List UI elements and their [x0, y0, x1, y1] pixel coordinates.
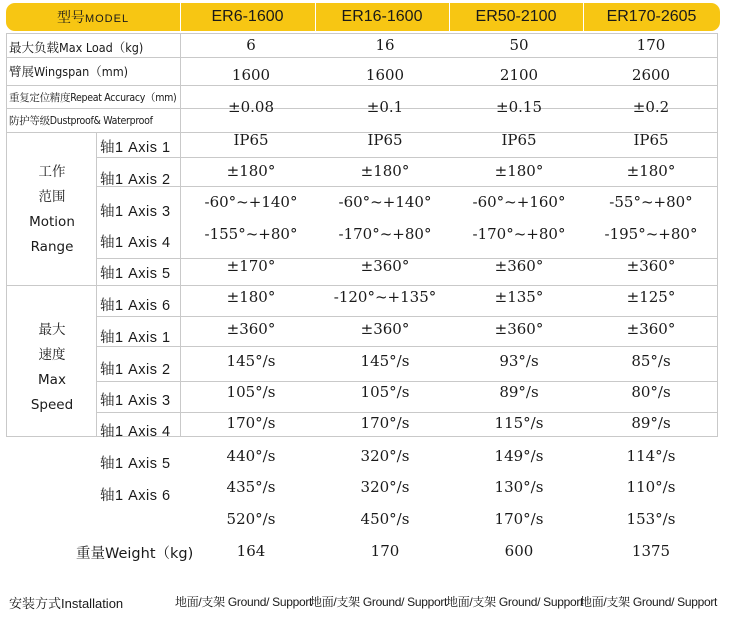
value-cell: ±180°: [360, 162, 410, 180]
axis-label: 轴1 Axis 4: [100, 424, 171, 440]
value-cell: 50: [509, 36, 529, 54]
header-model-en: MODEL: [84, 13, 130, 25]
value-cell: ±0.1: [366, 98, 404, 116]
value-cell: 85°/s: [631, 352, 671, 370]
value-cell: 149°/s: [494, 447, 544, 465]
value-cell: 170: [370, 542, 400, 560]
value-cell: ±360°: [626, 320, 676, 338]
value-cell: ±170°: [226, 257, 276, 275]
value-cell: 105°/s: [360, 383, 410, 401]
axis-label: 轴1 Axis 6: [100, 488, 171, 504]
value-cell: IP65: [233, 131, 269, 149]
value-cell: 89°/s: [631, 414, 671, 432]
row-label-wingspan: 臂展Wingspan（mm): [9, 64, 129, 79]
value-cell: IP65: [367, 131, 403, 149]
row-label-weight: 重量Weight（kg): [76, 546, 194, 562]
value-cell: 435°/s: [226, 478, 276, 496]
value-cell: ±360°: [494, 320, 544, 338]
value-cell: 2100: [499, 66, 539, 84]
value-cell: 1375: [631, 542, 671, 560]
value-cell: ±125°: [626, 288, 676, 306]
row-label-max-load: 最大负载Max Load（kg): [9, 40, 144, 55]
row-label-protection: 防护等级Dustproof& Waterproof: [9, 115, 153, 127]
axis-label: 轴1 Axis 5: [100, 456, 171, 472]
group-label-max-speed: 最大 速度 Max Speed: [30, 322, 74, 413]
value-cell: 1600: [231, 66, 271, 84]
value-cell: 110°/s: [626, 478, 676, 496]
header-model-3: ER50-2100: [475, 8, 557, 25]
value-cell: 89°/s: [499, 383, 539, 401]
group-label-motion-range: 工作 范围 Motion Range: [29, 164, 75, 255]
axis-label: 轴1 Axis 6: [100, 298, 171, 314]
value-cell: 16: [375, 36, 395, 54]
installation-value: 地面/支架 Ground/ Support: [175, 595, 313, 609]
value-cell: 170: [636, 36, 666, 54]
value-cell: 93°/s: [499, 352, 539, 370]
value-cell: 170°/s: [226, 414, 276, 432]
axis-label: 轴1 Axis 2: [100, 362, 171, 378]
value-cell: -60°~+160°: [472, 193, 566, 211]
value-cell: ±180°: [226, 162, 276, 180]
value-cell: ±180°: [226, 288, 276, 306]
value-cell: ±360°: [226, 320, 276, 338]
value-cell: -195°~+80°: [604, 225, 698, 243]
value-cell: ±180°: [626, 162, 676, 180]
header-model-4: ER170-2605: [606, 8, 697, 25]
value-cell: ±0.08: [228, 98, 274, 116]
value-cell: -60°~+140°: [204, 193, 298, 211]
value-cell: 520°/s: [226, 510, 276, 528]
axis-label: 轴1 Axis 1: [100, 330, 171, 346]
value-cell: 115°/s: [494, 414, 544, 432]
value-cell: 450°/s: [360, 510, 410, 528]
value-cell: 600: [504, 542, 534, 560]
value-cell: IP65: [501, 131, 537, 149]
value-cell: ±360°: [360, 320, 410, 338]
value-cell: 6: [246, 36, 256, 54]
value-cell: ±135°: [494, 288, 544, 306]
value-cell: ±0.2: [632, 98, 670, 116]
value-cell: ±180°: [494, 162, 544, 180]
axis-label: 轴1 Axis 5: [100, 266, 171, 282]
value-cell: -60°~+140°: [338, 193, 432, 211]
installation-value: 地面/支架 Ground/ Support: [310, 595, 448, 609]
axis-label: 轴1 Axis 2: [100, 172, 171, 188]
axis-label: 轴1 Axis 1: [100, 140, 171, 156]
header-model-1: ER6-1600: [211, 8, 284, 25]
value-cell: 170°/s: [360, 414, 410, 432]
value-cell: 80°/s: [631, 383, 671, 401]
value-cell: 440°/s: [226, 447, 276, 465]
value-cell: 130°/s: [494, 478, 544, 496]
value-cell: -170°~+80°: [472, 225, 566, 243]
value-cell: 145°/s: [360, 352, 410, 370]
header-model-cn: 型号: [56, 9, 85, 25]
value-cell: 2600: [631, 66, 671, 84]
value-cell: 105°/s: [226, 383, 276, 401]
header-model-label: [6, 3, 180, 31]
value-cell: -55°~+80°: [609, 193, 693, 211]
value-cell: -120°~+135°: [333, 288, 437, 306]
value-cell: 114°/s: [626, 447, 676, 465]
header-model-2: ER16-1600: [341, 8, 423, 25]
value-cell: 170°/s: [494, 510, 544, 528]
value-cell: 145°/s: [226, 352, 276, 370]
value-cell: 1600: [365, 66, 405, 84]
axis-label: 轴1 Axis 4: [100, 235, 171, 251]
value-cell: 320°/s: [360, 447, 410, 465]
axis-label: 轴1 Axis 3: [100, 393, 171, 409]
value-cell: ±0.15: [496, 98, 542, 116]
row-label-installation: 安装方式Installation: [9, 596, 124, 611]
value-cell: ±360°: [360, 257, 410, 275]
value-cell: ±360°: [626, 257, 676, 275]
value-cell: 164: [236, 542, 266, 560]
installation-value: 地面/支架 Ground/ Support: [580, 595, 718, 609]
row-label-repeat-accuracy: 重复定位精度Repeat Accuracy（mm): [9, 92, 177, 104]
axis-label: 轴1 Axis 3: [100, 204, 171, 220]
value-cell: IP65: [633, 131, 669, 149]
value-cell: ±360°: [494, 257, 544, 275]
value-cell: -170°~+80°: [338, 225, 432, 243]
installation-value: 地面/支架 Ground/ Support: [446, 595, 584, 609]
value-cell: 320°/s: [360, 478, 410, 496]
value-cell: 153°/s: [626, 510, 676, 528]
value-cell: -155°~+80°: [204, 225, 298, 243]
